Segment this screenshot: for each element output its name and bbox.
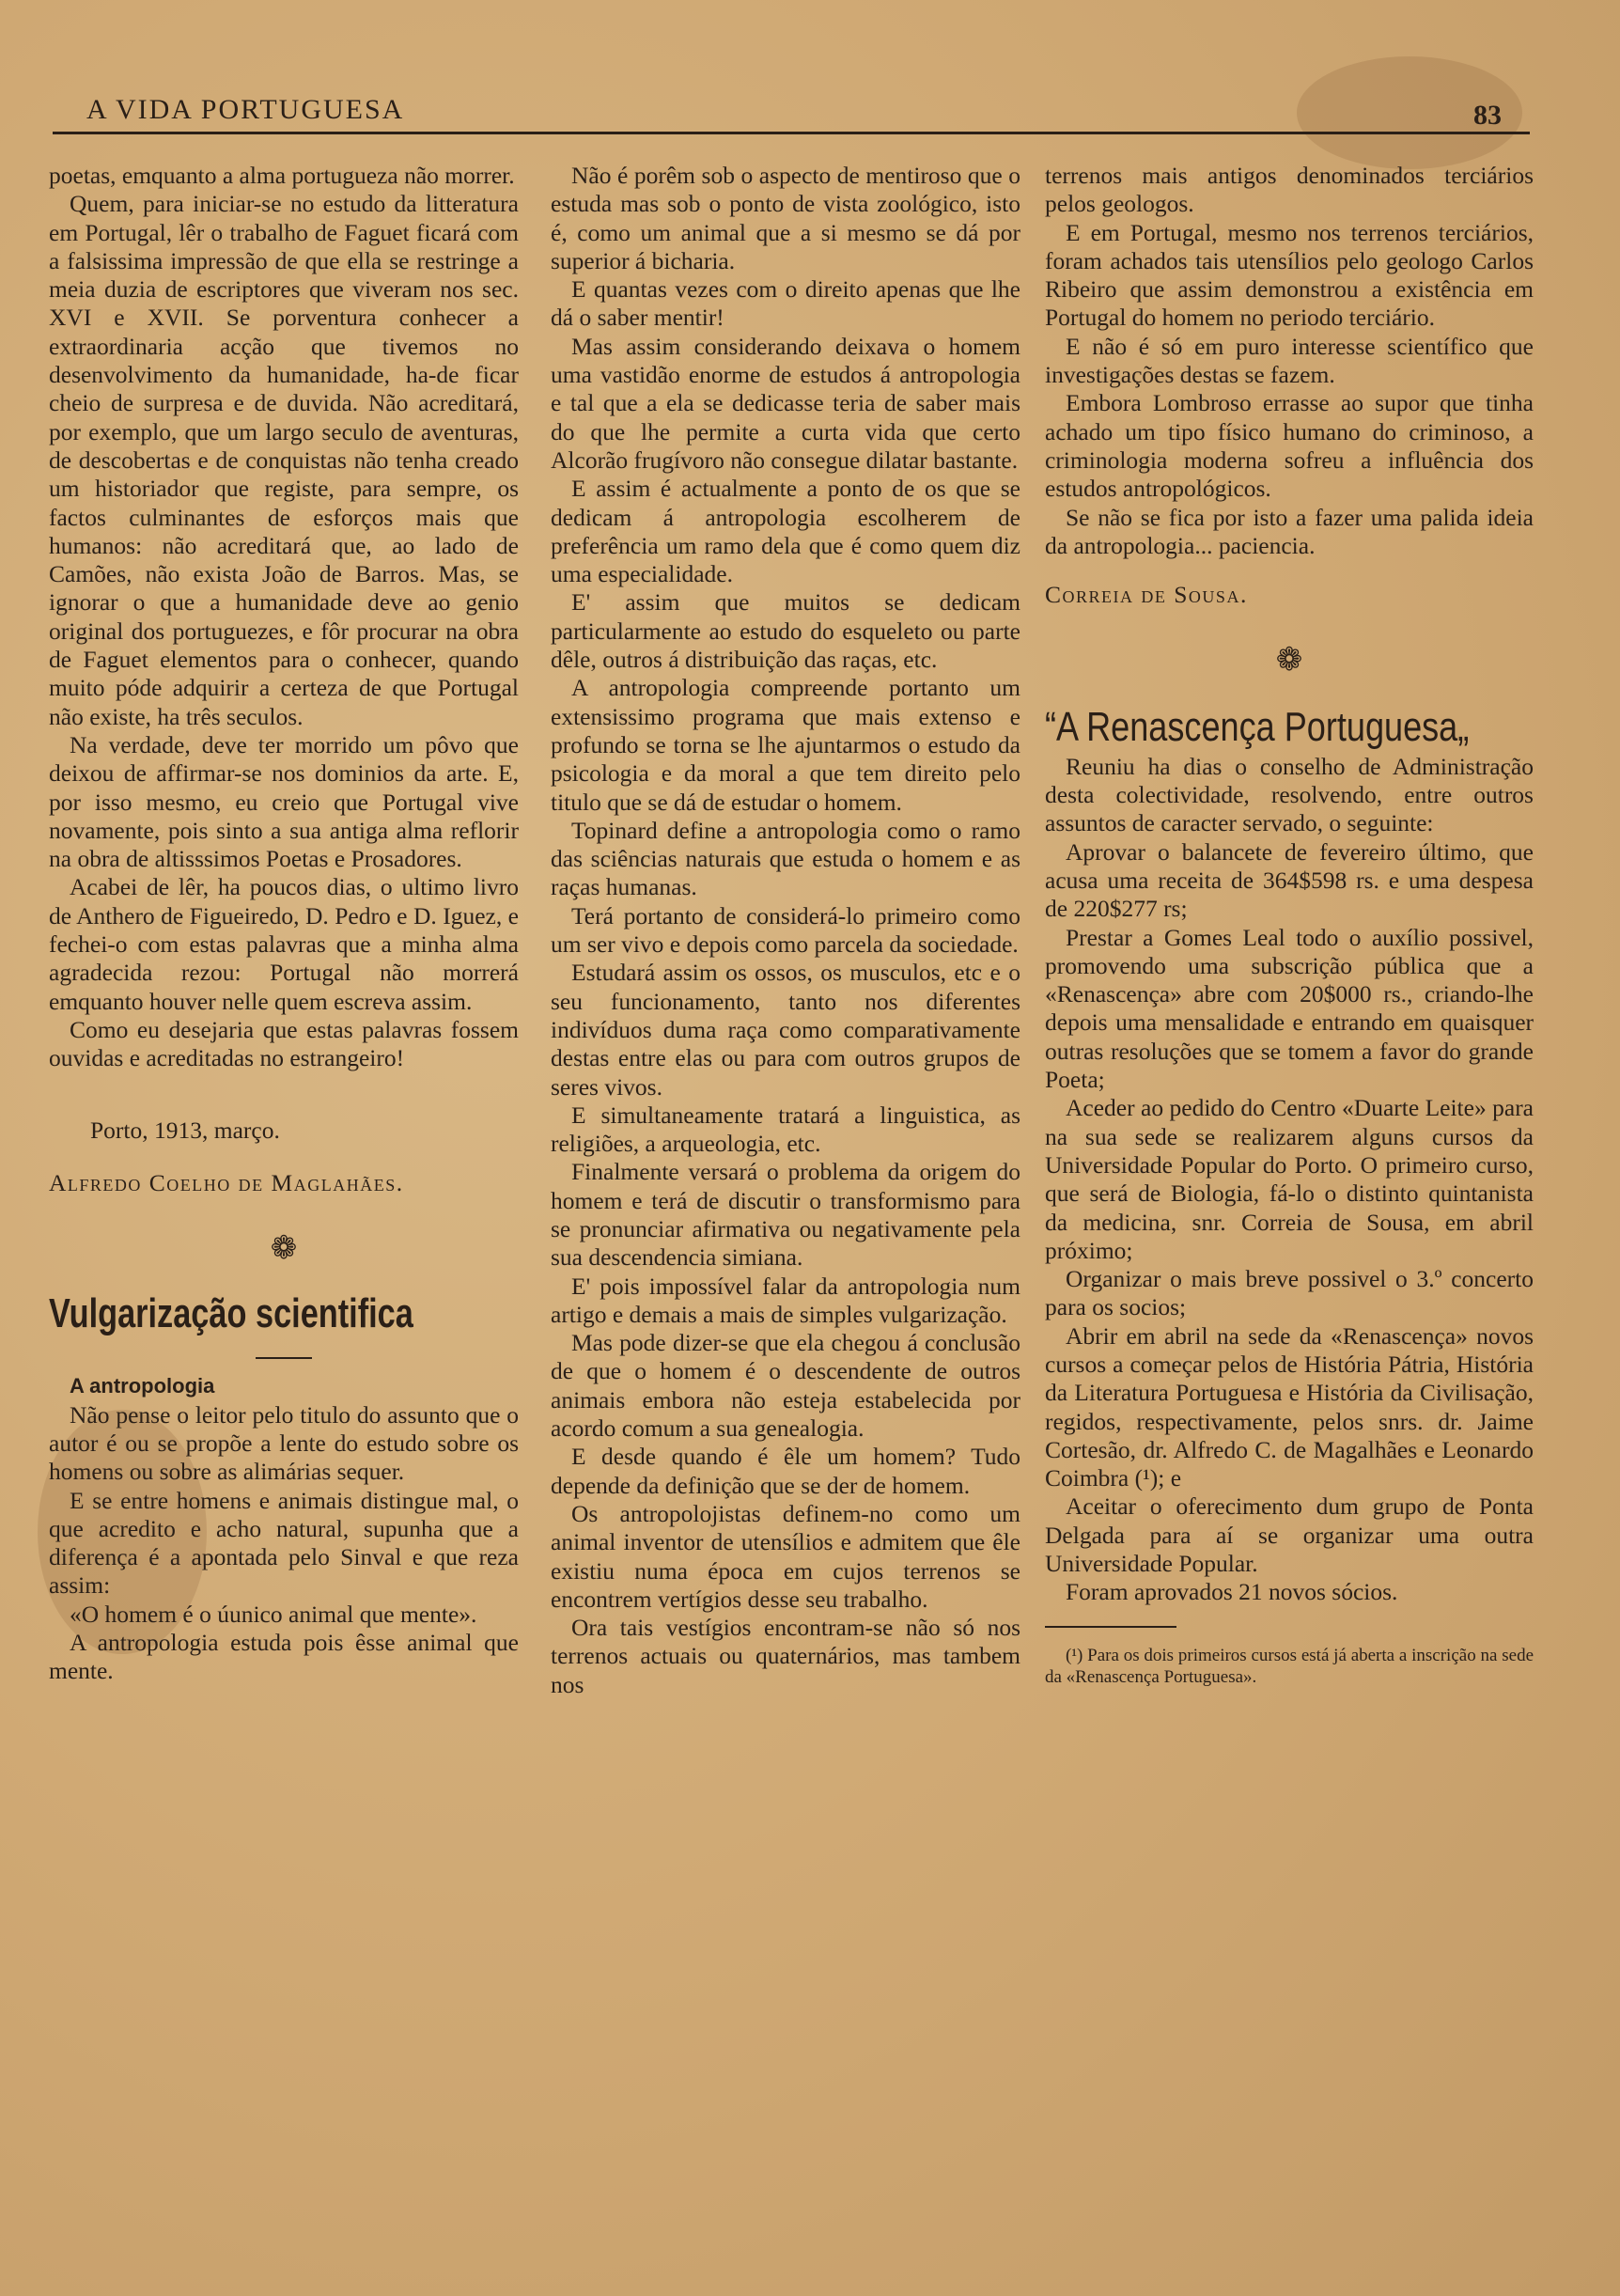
paragraph: E quantas vezes com o direito apenas que lhe dá o saber mentir! <box>551 275 1020 332</box>
paragraph: Organizar o mais breve possivel o 3.º concerto para os socios; <box>1045 1265 1534 1321</box>
paragraph: Reuniu ha dias o conselho de Administração desta colectividade, resolvendo, entre outros assuntos de caracter servado, o seguinte: <box>1045 752 1534 837</box>
author-signature: Alfredo Coelho de Maglahães. <box>49 1168 404 1196</box>
paragraph: E' assim que muitos se dedicam particularmente ao estudo do esqueleto ou parte dêle, outros á distribuição das raças, etc. <box>551 588 1020 674</box>
paragraph: Mas pode dizer-se que ela chegou á conclusão de que o homem é o descendente de outros animais embora não esteja estabelecida por acordo comum a sua genealogia. <box>551 1329 1020 1443</box>
page-number: 83 <box>1473 100 1502 131</box>
paragraph: A antropologia estuda pois êsse animal que mente. <box>49 1629 519 1685</box>
paragraph: Finalmente versará o problema da origem do homem e terá de discutir o transformismo para se pronunciar afirmativa ou negativamente pela sua descendencia simiana. <box>551 1158 1020 1272</box>
paragraph: Embora Lombroso errasse ao supor que tinha achado um tipo físico humano do criminoso, a criminologia moderna sofreu a influência dos estudos antropológicos. <box>1045 389 1534 503</box>
paragraph: Aceitar o oferecimento dum grupo de Ponta Delgada para aí se organizar uma outra Universidade Popular. <box>1045 1492 1534 1578</box>
paragraph: E assim é actualmente a ponto de os que se dedicam á antropologia escolherem de preferência um ramo dela que é como quem diz uma especialidade. <box>551 475 1020 588</box>
paragraph: E desde quando é êle um homem? Tudo depende da definição que se der de homem. <box>551 1443 1020 1499</box>
paragraph: poetas, emquanto a alma portugueza não morrer. <box>49 162 515 189</box>
paragraph: «O homem é o úunico animal que mente». <box>70 1600 477 1628</box>
paragraph: Não é porêm sob o aspecto de mentiroso que o estuda mas sob o ponto de vista zoológico, isto é, como um animal que a si mesmo se dá por superior á bicharia. <box>551 162 1020 274</box>
paragraph: Prestar a Gomes Leal todo o auxílio possivel, promovendo uma subscrição pública que a «Renascença» abre com 20$000 rs., criando-lhe depois uma mensalidade e entrando em quaisquer outras resoluções que se tomem a favor do grande Poeta; <box>1045 923 1534 1094</box>
footnote: (¹) Para os dois primeiros cursos está já aberta a inscrição na sede da «Renascença Portuguesa». <box>1045 1645 1534 1687</box>
paragraph: Topinard define a antropologia como o ramo das sciências naturais que estuda o homem e as raças humanas. <box>551 816 1020 901</box>
paragraph: Aceder ao pedido do Centro «Duarte Leite» para na sua sede se realizarem alguns cursos da Universidade Popular do Porto. O primeiro curso, que será de Biologia, fá-lo o distinto quintanista da medicina, snr. Correia de Sousa, em abril próximo; <box>1045 1094 1534 1264</box>
article-title: Vulgarização scientifica <box>49 1290 413 1337</box>
paragraph: E simultaneamente tratará a linguistica, as religiões, a arqueologia, etc. <box>551 1101 1020 1158</box>
paragraph: A antropologia compreende portanto um extensissimo programa que mais extenso e profundo se torna se lhe ajuntarmos o estudo da psicologia e da moral a que tem direito pelo titulo que se dá de estudar o homem. <box>551 674 1020 816</box>
paragraph: Os antropolojistas definem-no como um animal inventor de utensílios e admitem que êle existiu numa época em cujos terrenos se encontrem vertígios desse seu trabalho. <box>551 1499 1020 1613</box>
paragraph: Se não se fica por isto a fazer uma palida ideia da antropologia... paciencia. <box>1045 503 1534 559</box>
paragraph: Terá portanto de considerá-lo primeiro como um ser vivo e depois como parcela da sociedade. <box>551 901 1020 959</box>
running-title: A VIDA PORTUGUESA <box>86 94 405 125</box>
paragraph: Foram aprovados 21 novos sócios. <box>1066 1578 1398 1606</box>
paragraph: Mas assim considerando deixava o homem uma vastidão enorme de estudos á antropologia e tal que a ela se dedicasse teria de saber mais do que lhe permite a curta vida que certo Alcorão frugívoro não consegue dilatar bastante. <box>551 332 1020 474</box>
paragraph: Estudará assim os ossos, os musculos, etc e o seu funcionamento, tanto nos diferentes indivíduos duma raça como comparativamente destas entre elas ou para com outros grupos de seres vivos. <box>551 959 1020 1101</box>
dateline: Porto, 1913, março. <box>90 1116 280 1144</box>
title-divider <box>256 1357 312 1359</box>
paragraph: E não é só em puro interesse scientífico que investigações destas se fazem. <box>1045 332 1534 389</box>
page-header <box>53 94 1530 134</box>
paragraph: terrenos mais antigos denominados terciários pelos geologos. <box>1045 162 1534 218</box>
column-3 <box>1045 162 1534 1688</box>
paragraph: Ora tais vestígios encontram-se não só nos terrenos actuais ou quaternários, mas tambem nos <box>551 1614 1020 1698</box>
paragraph: E em Portugal, mesmo nos terrenos terciários, foram achados tais utensílios pelo geologo Carlos Ribeiro que assim demonstrou a existência em Portugal do homem no periodo terciário. <box>1045 218 1534 332</box>
ornament-icon: ❁ <box>270 1231 298 1267</box>
paragraph: E' pois impossível falar da antropologia num artigo e demais a mais de simples vulgarização. <box>551 1272 1020 1328</box>
paragraph: Não pense o leitor pelo titulo do assunto que o autor é ou se propõe a lente do estudo sobre os homens ou sobre as alimárias sequer. <box>49 1400 519 1486</box>
paragraph: E se entre homens e animais distingue mal, o que acredito e acho natural, supunha que a diferença é a apontada pelo Sinval e que reza assim: <box>49 1486 519 1600</box>
ornament-icon: ❁ <box>1275 643 1303 679</box>
paragraph: Na verdade, deve ter morrido um pôvo que deixou de affirmar-se nos dominios da arte. E, por isso mesmo, eu creio que Portugal vive novamente, pois sinto a sua antiga alma reflorir na obra de altisssimos Poetas e Prosadores. <box>49 730 519 873</box>
footnote-divider <box>1045 1626 1176 1628</box>
paragraph: Quem, para iniciar-se no estudo da litteratura em Portugal, lêr o trabalho de Faguet ficará com a falsissima impressão de que ella se restringe a meia duzia de escriptores que viveram nos sec. XVI e XVII. Se porventura conhecer a extraordinaria acção que tivemos no desenvolvimento da humanidade, ha-de ficar cheio de surpresa e de duvida. Não acreditará, por exemplo, que um largo seculo de aventuras, de descobertas e de conquistas não tenha creado um historiador que registe, para sempre, os factos culminantes de esforços mais que humanos: não acreditará que, ao lado de Camões, não exista João de Barros. Mas, se ignorar o que a humanidade deve ao genio original dos portuguezes, e fôr procurar na obra de Faguet elementos para o conhecer, quando muito póde adquirir a certeza de que Portugal não existe, ha três seculos. <box>49 190 519 730</box>
column-1 <box>49 162 519 1686</box>
paragraph: Como eu desejaria que estas palavras fossem ouvidas e acreditadas no estrangeiro! <box>49 1015 519 1072</box>
column-2 <box>551 162 1020 1699</box>
article-title: “A Renascença Portuguesa„ <box>1045 703 1470 750</box>
paragraph: Abrir em abril na sede da «Renascença» novos cursos a começar pelos de História Pátria, História da Literatura Portuguesa e História da Civilisação, regidos, respectivamente, pelos snrs. dr. Jaime Cortesão, dr. Alfredo C. de Magalhães e Leonardo Coimbra (¹); e <box>1045 1321 1534 1492</box>
paragraph: Acabei de lêr, ha poucos dias, o ultimo livro de Anthero de Figueiredo, D. Pedro e D. Iguez, e fechei-o com estas palavras que a minha alma agradecida rezou: Portugal não morrerá emquanto houver nelle quem escreva assim. <box>49 873 519 1015</box>
author-signature: Correia de Sousa. <box>1045 581 1248 609</box>
paragraph: Aprovar o balancete de fevereiro último, que acusa uma receita de 364$598 rs. e uma despesa de 220$277 rs; <box>1045 837 1534 923</box>
article-subtitle: A antropologia <box>70 1374 215 1398</box>
